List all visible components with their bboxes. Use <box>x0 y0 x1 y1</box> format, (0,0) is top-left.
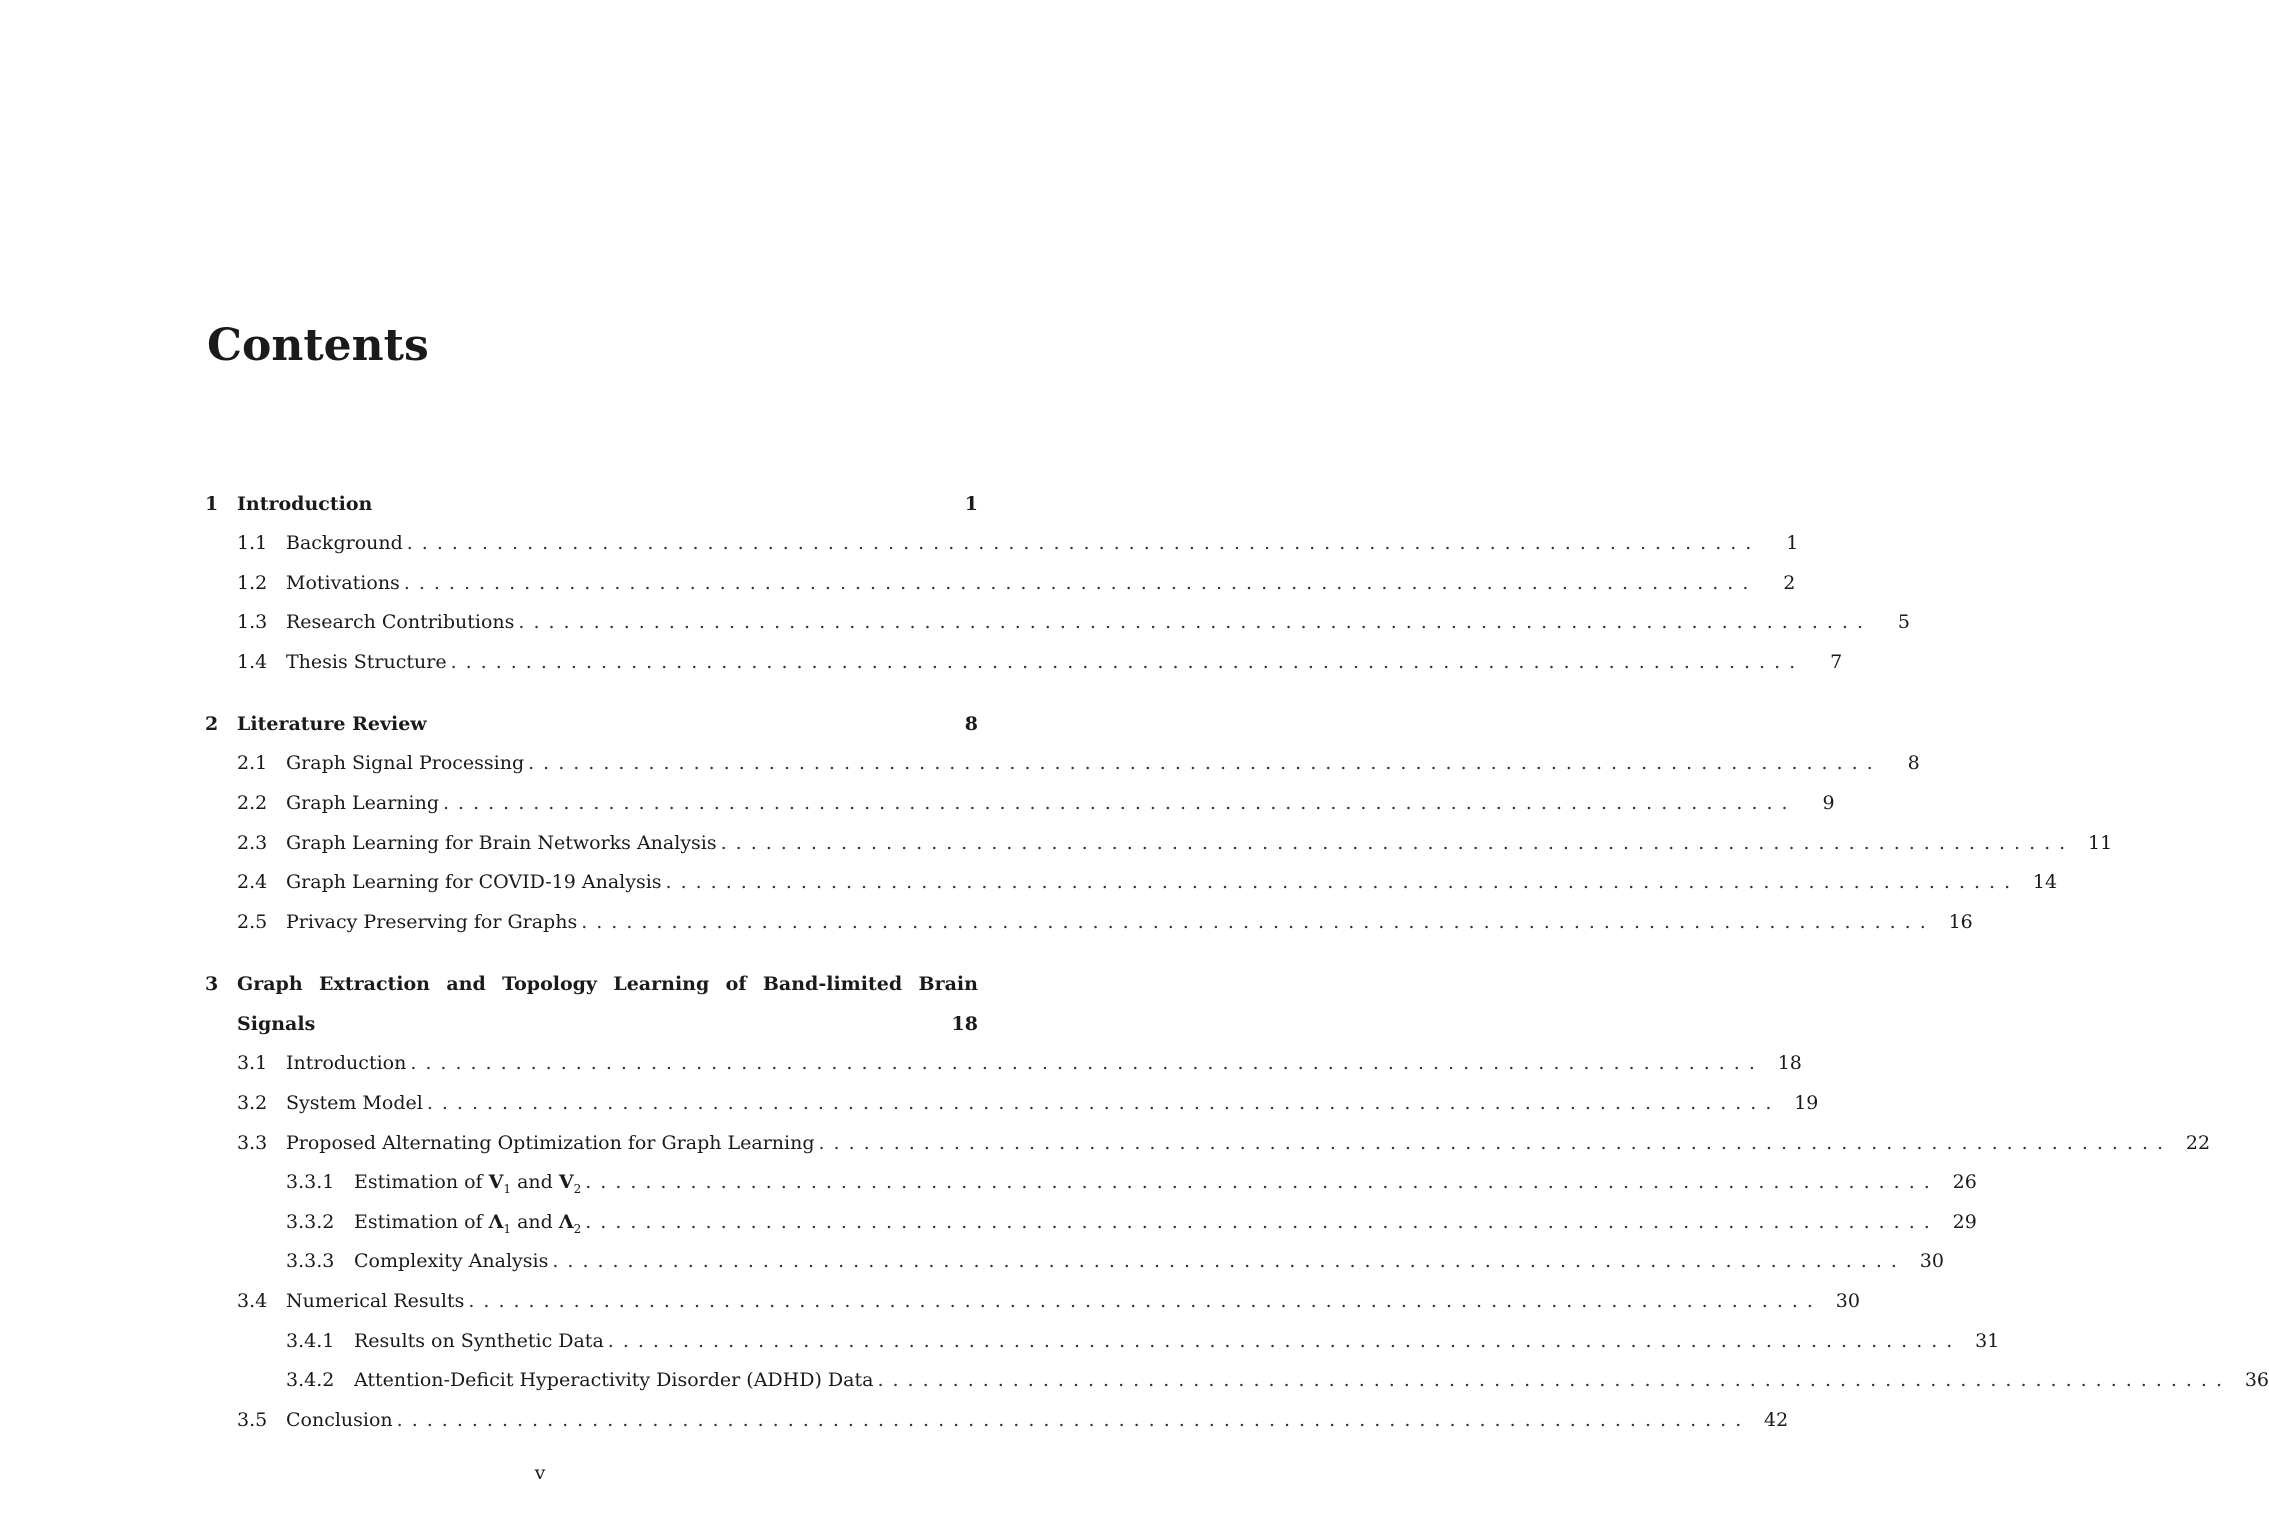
entry-page: 30 <box>1835 1289 1860 1312</box>
entry-page: 7 <box>1830 650 1843 673</box>
entry-page: 5 <box>1897 611 1910 634</box>
title-word: Graph <box>237 973 303 996</box>
math-subscript: 2 <box>573 1181 582 1196</box>
entry-number: 3.3.2 <box>286 1210 335 1233</box>
toc-entry[interactable] <box>205 1203 1977 1243</box>
entry-number: 3.3 <box>237 1131 268 1154</box>
entry-page: 22 <box>2185 1131 2211 1154</box>
table-of-contents <box>205 484 2269 1462</box>
toc-chapter-heading[interactable] <box>205 484 978 524</box>
math-symbol: V <box>488 1171 504 1194</box>
entry-label: Introduction <box>286 1052 407 1075</box>
entry-number: 2.4 <box>237 871 268 894</box>
entry-number: 3.1 <box>237 1052 268 1075</box>
dot-leader: .......................................................................................... <box>396 1408 1751 1431</box>
entry-page: 1 <box>1786 532 1799 554</box>
entry-page: 26 <box>1952 1171 1977 1194</box>
entry-label: Privacy Preserving for Graphs <box>286 910 578 933</box>
title-word: Topology <box>502 973 597 996</box>
dot-leader: .......................................................................................... <box>406 532 1761 554</box>
dot-leader: .......................................................................................... <box>665 871 2020 894</box>
toc-entry[interactable] <box>205 824 2113 864</box>
chapter-page: 8 <box>964 713 978 736</box>
toc-entry[interactable] <box>205 1242 1944 1282</box>
toc-entry[interactable] <box>205 744 1920 784</box>
title-word: Signals <box>237 1013 316 1036</box>
math-symbol: Λ <box>558 1210 574 1233</box>
entry-label: Complexity Analysis <box>354 1250 549 1273</box>
entry-label: Conclusion <box>286 1408 393 1431</box>
toc-entry[interactable] <box>205 603 1910 643</box>
entry-label: Numerical Results <box>286 1289 465 1312</box>
chapter-title-line-2 <box>237 1004 978 1044</box>
toc-entry[interactable] <box>205 1163 1977 1203</box>
entry-page: 31 <box>1975 1329 2000 1352</box>
entry-page: 18 <box>1777 1052 1802 1075</box>
entry-number: 1.1 <box>237 532 268 554</box>
entry-number: 2.1 <box>237 752 268 775</box>
label-prefix: Estimation of <box>354 1171 483 1194</box>
entry-page: 30 <box>1919 1250 1944 1273</box>
dot-leader: .......................................................................................... <box>585 1171 1939 1194</box>
chapter-title: Literature Review <box>237 713 427 736</box>
entry-page: 11 <box>2088 831 2113 854</box>
math-subscript: 1 <box>503 1181 512 1196</box>
toc-chapter-1 <box>205 484 1910 682</box>
entry-label: Graph Learning for COVID-19 Analysis <box>286 871 662 894</box>
dot-leader: .......................................................................................... <box>426 1091 1781 1114</box>
entry-label: Motivations <box>286 571 400 594</box>
dot-leader: .......................................................................................... <box>877 1369 2232 1392</box>
entry-label: Background <box>286 532 403 554</box>
chapter-title: Introduction <box>237 493 373 515</box>
toc-entry[interactable] <box>205 564 1796 604</box>
dot-leader: .......................................................................................... <box>443 791 1797 814</box>
entry-number: 3.4.2 <box>286 1369 335 1392</box>
entry-page: 2 <box>1783 571 1796 594</box>
toc-entry[interactable] <box>205 643 1843 683</box>
toc-entry[interactable] <box>205 1361 2269 1401</box>
entry-number: 3.3.1 <box>286 1171 335 1194</box>
dot-leader: .......................................................................................... <box>528 752 1882 775</box>
toc-chapter-3 <box>205 964 2269 1440</box>
dot-leader: .......................................................................................... <box>518 611 1872 634</box>
entry-number: 1.2 <box>237 571 268 594</box>
chapter-number: 3 <box>205 973 219 996</box>
dot-leader: .......................................................................................... <box>403 571 1758 594</box>
entry-page: 16 <box>1948 910 1973 933</box>
entry-number: 1.3 <box>237 611 268 634</box>
entry-label: Research Contributions <box>286 611 515 634</box>
title-word: Extraction <box>319 973 430 996</box>
chapter-page: 1 <box>964 493 978 515</box>
chapter-title <box>237 964 978 1044</box>
toc-entry[interactable] <box>205 1401 1789 1441</box>
title-word: Brain <box>918 973 978 996</box>
entry-number: 2.2 <box>237 791 268 814</box>
toc-entry[interactable] <box>205 1322 2000 1362</box>
dot-leader: .......................................................................................... <box>720 831 2075 854</box>
entry-label: Proposed Alternating Optimization for Graph Learning <box>286 1131 815 1154</box>
chapter-page: 18 <box>951 1013 978 1036</box>
toc-entry[interactable] <box>205 1124 2211 1164</box>
chapter-title-line-1 <box>237 964 978 1004</box>
entry-number: 3.3.3 <box>286 1250 335 1273</box>
entry-label: Results on Synthetic Data <box>354 1329 604 1352</box>
entry-label: Thesis Structure <box>286 650 447 673</box>
toc-entry[interactable] <box>205 1282 1860 1322</box>
entry-page: 42 <box>1764 1408 1789 1431</box>
chapter-number: 2 <box>205 713 219 736</box>
entry-label: Graph Signal Processing <box>286 752 525 775</box>
dot-leader: .......................................................................................... <box>450 650 1805 673</box>
dot-leader: .......................................................................................... <box>552 1250 1906 1273</box>
entry-page: 14 <box>2032 871 2058 894</box>
label-conjunction: and <box>517 1210 553 1233</box>
dot-leader: .......................................................................................... <box>818 1131 2173 1154</box>
title-word: Learning <box>613 973 710 996</box>
entry-label: Graph Learning <box>286 791 440 814</box>
entry-number: 3.4 <box>237 1289 268 1312</box>
toc-entry[interactable] <box>205 903 1973 943</box>
dot-leader: .......................................................................................... <box>410 1052 1764 1075</box>
math-subscript: 2 <box>573 1221 582 1236</box>
entry-number: 3.2 <box>237 1091 268 1114</box>
toc-entry[interactable] <box>205 524 1799 564</box>
title-word: and <box>446 973 486 996</box>
entry-page: 29 <box>1952 1210 1977 1233</box>
dot-leader: .......................................................................................... <box>468 1289 1822 1312</box>
entry-label: Attention-Deficit Hyperactivity Disorder (ADHD) Data <box>354 1369 874 1392</box>
toc-entry[interactable] <box>205 1044 1802 1084</box>
dot-leader: .......................................................................................... <box>607 1329 1962 1352</box>
label-prefix: Estimation of <box>354 1210 483 1233</box>
entry-label: System Model <box>286 1091 423 1114</box>
entry-page: 8 <box>1907 752 1920 775</box>
entry-number: 2.3 <box>237 831 268 854</box>
title-word: Band-limited <box>762 973 903 996</box>
entry-page: 36 <box>2244 1369 2269 1392</box>
entry-number: 3.5 <box>237 1408 268 1431</box>
entry-number: 3.4.1 <box>286 1329 335 1352</box>
math-symbol: V <box>558 1171 574 1194</box>
dot-leader: .......................................................................................... <box>581 910 1935 933</box>
dot-leader: .......................................................................................... <box>585 1210 1939 1233</box>
entry-label: Graph Learning for Brain Networks Analysis <box>286 831 717 854</box>
entry-number: 2.5 <box>237 910 268 933</box>
entry-page: 19 <box>1794 1091 1819 1114</box>
math-symbol: Λ <box>488 1210 504 1233</box>
entry-page: 9 <box>1822 791 1835 814</box>
math-subscript: 1 <box>503 1221 512 1236</box>
toc-entry[interactable] <box>205 863 2058 903</box>
toc-chapter-heading[interactable] <box>205 964 978 1044</box>
title-word: of <box>725 973 747 996</box>
toc-chapter-2 <box>205 704 2113 942</box>
chapter-number: 1 <box>205 493 219 515</box>
page-title: Contents <box>207 320 429 371</box>
toc-entry[interactable] <box>205 784 1835 824</box>
label-conjunction: and <box>517 1171 553 1194</box>
toc-chapter-heading[interactable] <box>205 704 978 744</box>
page-number: v <box>534 1462 546 1484</box>
entry-number: 1.4 <box>237 650 268 673</box>
toc-entry[interactable] <box>205 1084 1819 1124</box>
